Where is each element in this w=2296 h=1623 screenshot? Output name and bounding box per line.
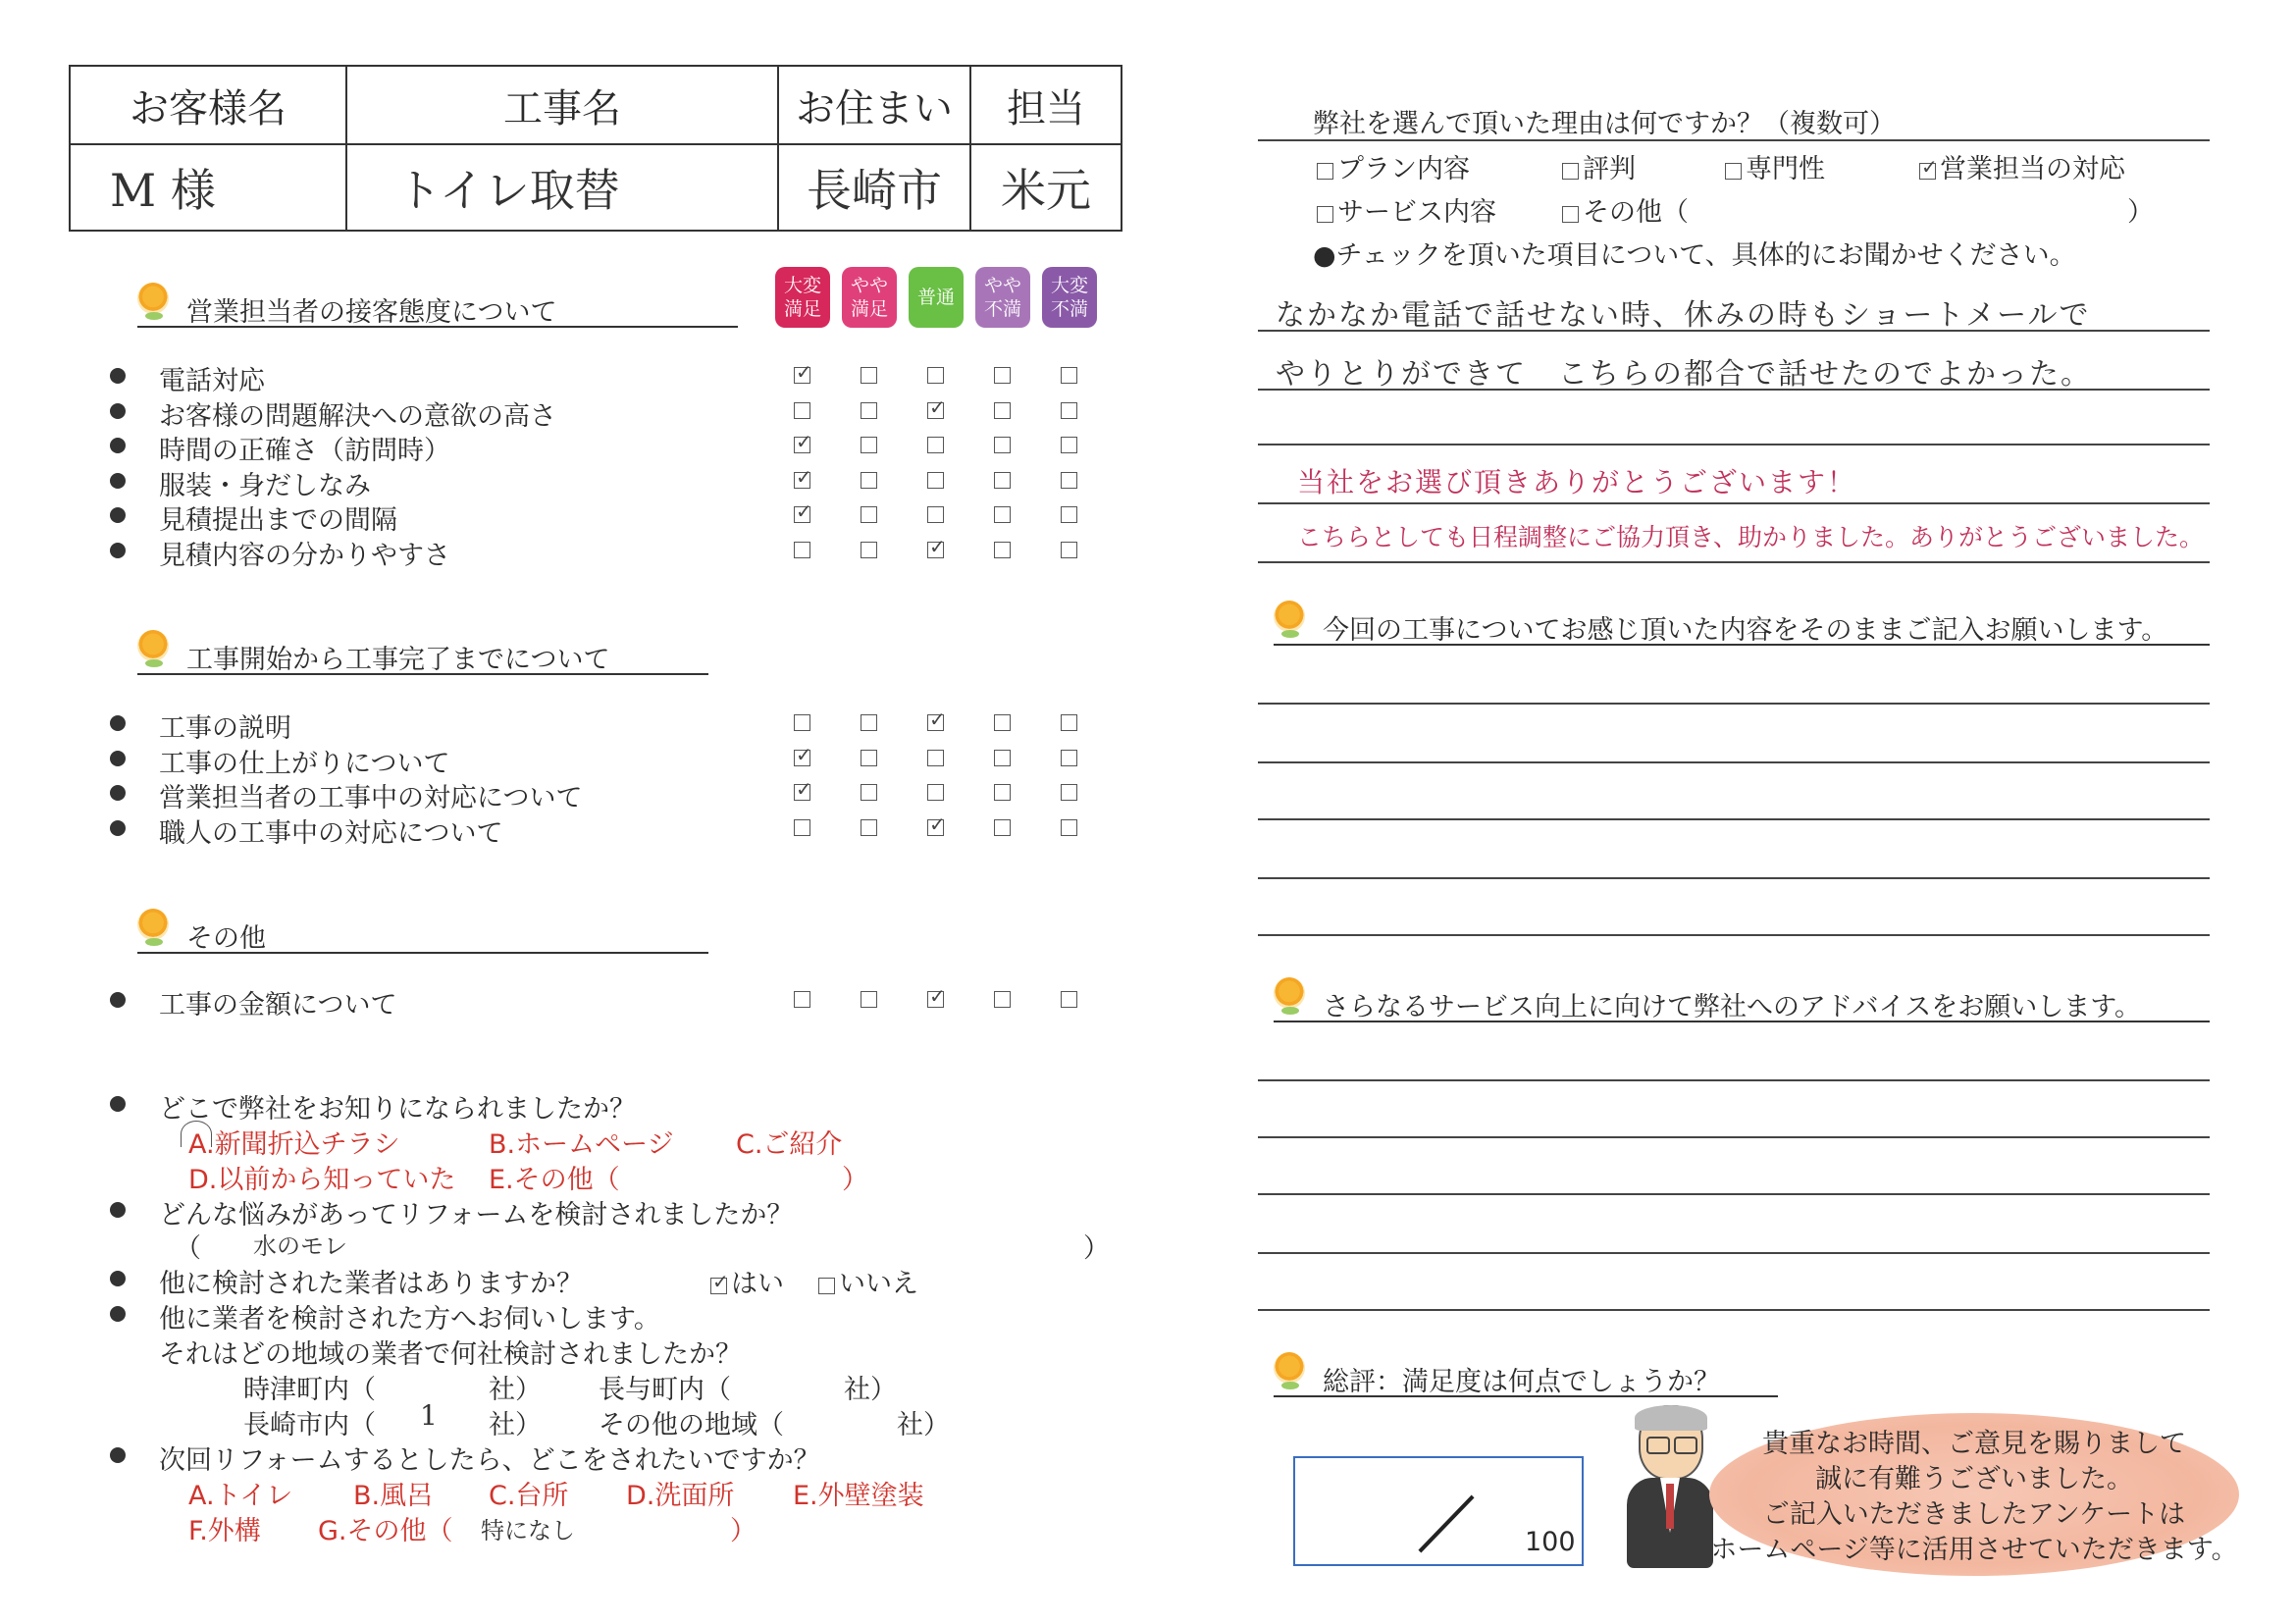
staff-cell: [971, 145, 1121, 230]
answer-line[interactable]: [1258, 1252, 2210, 1254]
flower-icon: [1274, 601, 1305, 632]
bullet-icon: [110, 543, 126, 558]
reason-other-checkbox[interactable]: [1562, 206, 1579, 223]
rating-checkbox[interactable]: [861, 819, 877, 836]
option-homepage[interactable]: [489, 1123, 674, 1161]
bullet-icon: [110, 751, 126, 766]
no-label: いいえ: [839, 1269, 918, 1299]
divider-line: [1258, 139, 2210, 141]
section-underline: [137, 673, 708, 675]
question-reason: 弊社を選んで頂いた理由は何ですか？（複数可）: [1313, 109, 1896, 139]
thanks-message: [1709, 1427, 2239, 1568]
flower-icon: [1274, 977, 1305, 1009]
area-nagasaki-answer[interactable]: 1: [420, 1399, 438, 1432]
bullet-icon: [110, 1447, 126, 1463]
rating-checkbox[interactable]: [861, 437, 877, 453]
rating-checkbox[interactable]: [1061, 750, 1077, 766]
rating-checkbox[interactable]: [927, 991, 944, 1008]
rating-question-label: 工事の仕上がりについて: [159, 748, 450, 779]
yes-label: はい: [731, 1269, 784, 1299]
question-worry-text: どんな悩みがあってリフォームを検討されましたか？: [159, 1200, 794, 1230]
rating-checkbox[interactable]: [861, 367, 877, 384]
reason-answer-line-2[interactable]: やりとりができて こちらの都合で話せたのでよかった。: [1276, 357, 2092, 392]
section-underline: [1274, 1021, 2210, 1022]
circle-mark: [181, 1121, 212, 1147]
reason-detail-question: ●チェックを頂いた項目について、具体的にお聞かせください。: [1313, 240, 2076, 271]
mascot-tie: [1666, 1484, 1674, 1529]
rating-checkbox[interactable]: [994, 437, 1011, 453]
rating-question-label: 職人の工事中の対応について: [159, 817, 503, 849]
section-advice-title: さらなるサービス向上に向けて弊社へのアドバイスをお願いします。: [1323, 992, 2142, 1022]
rating-checkbox[interactable]: [794, 402, 810, 419]
rating-checkbox[interactable]: [994, 472, 1011, 489]
customer-name-header-label: お客様名: [130, 85, 287, 131]
rating-checkbox[interactable]: [927, 819, 944, 836]
bullet-icon: [110, 992, 126, 1008]
rating-question-label: 服装・身だしなみ: [159, 470, 371, 501]
bullet-icon: [110, 715, 126, 731]
rating-neutral-badge: 普通: [909, 267, 964, 328]
score-slash: [1418, 1495, 1474, 1553]
bullet-icon: [110, 1202, 126, 1218]
area-nagasaki-count: 社）: [489, 1410, 542, 1440]
answer-line: [1258, 502, 2210, 504]
rating-checkbox[interactable]: [1061, 542, 1077, 558]
option-c-label: C.ご紹介: [736, 1129, 843, 1160]
reason-service-checkbox[interactable]: [1317, 206, 1333, 223]
reason-staff-label: 営業担当の対応: [1940, 154, 2125, 184]
area-nagasaki: 長崎市内（: [243, 1410, 376, 1440]
customer-info-table: [69, 65, 1122, 232]
rating-checkbox[interactable]: [861, 991, 877, 1008]
answer-line[interactable]: [1258, 703, 2210, 705]
bullet-icon: [110, 403, 126, 419]
rating-checkbox[interactable]: [794, 991, 810, 1008]
customer-name-cell: [71, 145, 347, 230]
company-reply-line-1: 当社をお選び頂きありがとうございます！: [1297, 466, 1857, 498]
reason-service-option[interactable]: [1317, 190, 1496, 229]
rating-question-label: 時間の正確さ（訪問時）: [159, 436, 450, 466]
option-e-close: ）: [842, 1165, 868, 1195]
next-other-answer[interactable]: 特になし: [481, 1517, 575, 1544]
area-tokitsu-count[interactable]: 社）: [489, 1375, 542, 1405]
rating-checkbox[interactable]: [794, 542, 810, 558]
rating-checkbox[interactable]: [861, 750, 877, 766]
section-underline: [1274, 644, 2210, 646]
section-staff-attitude-title: 営業担当者の接客態度について: [186, 297, 557, 328]
reason-other-close: ）: [2127, 197, 2154, 228]
worry-paren-open: （: [175, 1233, 201, 1264]
rating-checkbox[interactable]: [927, 402, 944, 419]
customer-name-value: M 様: [110, 164, 216, 217]
rating-question-label: 見積提出までの間隔: [159, 505, 397, 536]
answer-line[interactable]: [1258, 877, 2210, 879]
option-known-before[interactable]: [188, 1158, 455, 1196]
rating-checkbox[interactable]: [994, 784, 1011, 801]
answer-line[interactable]: [1258, 761, 2210, 763]
thanks-line-3: ご記入いただきましたアンケートは: [1762, 1499, 2186, 1530]
reason-staff-checkbox[interactable]: [1919, 163, 1936, 180]
rating-question-label: 工事の説明: [159, 713, 291, 744]
question-vendor-area-text: 他に業者を検討された方へお伺いします。: [159, 1304, 660, 1335]
rating-question-label: 電話対応: [159, 366, 265, 396]
yes-checkbox[interactable]: [710, 1278, 727, 1294]
staff-header: [971, 67, 1121, 143]
rating-checkbox[interactable]: [994, 402, 1011, 419]
question-other-vendor-text: 他に検討された業者はありますか？: [159, 1269, 583, 1299]
rating-checkbox[interactable]: [927, 472, 944, 489]
address-value: 長崎市: [807, 164, 942, 217]
rating-somewhat-dissatisfied-badge: やや 不満: [975, 267, 1030, 328]
rating-checkbox[interactable]: [794, 506, 810, 523]
work-name-header: [347, 67, 779, 143]
vendor-no-option[interactable]: [818, 1262, 918, 1300]
rating-checkbox[interactable]: [1061, 506, 1077, 523]
reason-other-option[interactable]: [1562, 190, 1689, 229]
rating-checkbox[interactable]: [861, 472, 877, 489]
rating-checkbox[interactable]: [994, 506, 1011, 523]
answer-line: [1258, 561, 2210, 563]
rating-checkbox[interactable]: [794, 437, 810, 453]
rating-checkbox[interactable]: [794, 367, 810, 384]
section-score-title: 総評：満足度は何点でしょうか？: [1323, 1367, 1720, 1397]
rating-checkbox[interactable]: [794, 784, 810, 801]
area-other: その他の地域（: [599, 1410, 784, 1440]
section-underline: [137, 952, 708, 954]
rating-checkbox[interactable]: [994, 367, 1011, 384]
rating-checkbox[interactable]: [1061, 367, 1077, 384]
answer-line[interactable]: [1258, 818, 2210, 820]
rating-checkbox[interactable]: [927, 367, 944, 384]
flower-icon: [137, 909, 169, 940]
bullet-icon: [110, 473, 126, 489]
rating-checkbox[interactable]: [994, 819, 1011, 836]
next-other-close: ）: [730, 1516, 757, 1546]
reason-other-label: その他（: [1583, 197, 1689, 228]
answer-line: [1258, 389, 2210, 391]
rating-checkbox[interactable]: [994, 542, 1011, 558]
staff-header-label: 担当: [1007, 85, 1085, 131]
reason-plan-checkbox[interactable]: [1317, 163, 1333, 180]
option-a-label: A.新聞折込チラシ: [188, 1129, 400, 1160]
area-other-count[interactable]: 社）: [897, 1410, 950, 1440]
next-option-exterior-paint[interactable]: E.外壁塗装: [793, 1481, 924, 1511]
rating-checkbox[interactable]: [794, 819, 810, 836]
next-option-toilet[interactable]: A.トイレ: [188, 1481, 293, 1511]
rating-question-label: お客様の問題解決への意欲の高さ: [159, 400, 556, 432]
glasses-icon: [1674, 1437, 1697, 1454]
no-checkbox[interactable]: [818, 1278, 835, 1294]
rating-checkbox[interactable]: [1061, 714, 1077, 731]
rating-checkbox[interactable]: [794, 472, 810, 489]
rating-question-label: 工事の金額について: [159, 990, 397, 1021]
bullet-icon: [110, 368, 126, 384]
rating-checkbox[interactable]: [927, 506, 944, 523]
worry-answer[interactable]: 水のモレ: [253, 1232, 347, 1260]
rating-checkbox[interactable]: [994, 991, 1011, 1008]
reason-expertise-label: 専門性: [1746, 154, 1825, 184]
section-work-process-title: 工事開始から工事完了までについて: [186, 645, 610, 675]
rating-checkbox[interactable]: [861, 714, 877, 731]
answer-line[interactable]: [1258, 1079, 2210, 1081]
answer-line[interactable]: [1258, 1136, 2210, 1138]
area-nagayo-count[interactable]: 社）: [844, 1375, 897, 1405]
option-d-label: D.以前から知っていた: [188, 1165, 456, 1195]
rating-checkbox[interactable]: [794, 750, 810, 766]
bullet-icon: [110, 820, 126, 836]
thanks-line-1: 貴重なお時間、ご意見を賜りまして: [1762, 1429, 2186, 1459]
option-b-label: B.ホームページ: [489, 1129, 674, 1160]
rating-checkbox[interactable]: [1061, 784, 1077, 801]
reason-reputation-label: 評判: [1583, 154, 1636, 184]
work-name-value: トイレ取替: [396, 164, 620, 217]
section-other-title: その他: [186, 923, 266, 954]
answer-line[interactable]: [1258, 934, 2210, 936]
rating-checkbox[interactable]: [1061, 437, 1077, 453]
rating-checkbox[interactable]: [994, 714, 1011, 731]
next-option-washroom[interactable]: D.洗面所: [626, 1481, 735, 1511]
rating-question-label: 見積内容の分かりやすさ: [159, 540, 450, 571]
work-name-cell: [347, 145, 779, 230]
vendor-yes-option[interactable]: [710, 1262, 784, 1300]
rating-checkbox[interactable]: [861, 402, 877, 419]
answer-line[interactable]: [1258, 1309, 2210, 1311]
score-max: 100: [1525, 1527, 1576, 1557]
reason-reputation-checkbox[interactable]: [1562, 163, 1579, 180]
mascot-hair: [1635, 1405, 1707, 1431]
rating-checkbox[interactable]: [1061, 991, 1077, 1008]
question-vendor-area-text-2: それはどの地域の業者で何社検討されましたか？: [159, 1339, 742, 1370]
rating-checkbox[interactable]: [1061, 402, 1077, 419]
section-underline: [137, 326, 738, 328]
company-reply-line-2: こちらとしても日程調整にご協力頂き、助かりました。ありがとうございました。: [1297, 523, 2205, 551]
flower-icon: [137, 630, 169, 661]
rating-question-label: 営業担当者の工事中の対応について: [159, 783, 583, 813]
section-impression-title: 今回の工事についてお感じ頂いた内容をそのままご記入お願いします。: [1323, 615, 2168, 646]
address-header-label: お住まい: [796, 85, 953, 131]
rating-checkbox[interactable]: [927, 437, 944, 453]
next-option-exterior[interactable]: F.外構: [188, 1516, 261, 1546]
reason-expertise-option[interactable]: [1725, 147, 1825, 185]
option-e-label: E.その他（: [489, 1165, 620, 1195]
reason-reputation-option[interactable]: [1562, 147, 1636, 185]
rating-somewhat-satisfied-badge: やや 満足: [842, 267, 897, 328]
area-tokitsu: 時津町内（: [243, 1375, 376, 1405]
rating-checkbox[interactable]: [927, 750, 944, 766]
answer-line: [1258, 444, 2210, 445]
staff-mascot-illustration: [1621, 1405, 1719, 1572]
next-option-bath[interactable]: B.風呂: [353, 1481, 434, 1511]
flower-icon: [137, 283, 169, 314]
rating-very-dissatisfied-badge: 大変 不満: [1042, 267, 1097, 328]
answer-line[interactable]: [1258, 1193, 2210, 1195]
thanks-line-2: 誠に有難うございました。: [1815, 1464, 2133, 1494]
reason-plan-option[interactable]: [1317, 147, 1470, 185]
rating-very-satisfied-badge: 大変 満足: [775, 267, 830, 328]
section-underline: [1274, 1395, 1778, 1397]
next-option-kitchen[interactable]: C.台所: [489, 1481, 569, 1511]
option-newspaper-flyer[interactable]: [188, 1123, 400, 1161]
rating-checkbox[interactable]: [861, 784, 877, 801]
bullet-icon: [110, 1271, 126, 1286]
rating-checkbox[interactable]: [994, 750, 1011, 766]
rating-checkbox[interactable]: [1061, 819, 1077, 836]
reason-plan-label: プラン内容: [1337, 154, 1470, 184]
rating-checkbox[interactable]: [794, 714, 810, 731]
rating-checkbox[interactable]: [861, 506, 877, 523]
reason-answer-line-1[interactable]: なかなか電話で話せない時、休みの時もショートメールで: [1276, 298, 2091, 333]
bullet-icon: [110, 785, 126, 801]
rating-checkbox[interactable]: [1061, 472, 1077, 489]
answer-line: [1258, 330, 2210, 332]
rating-checkbox[interactable]: [927, 784, 944, 801]
reason-service-label: サービス内容: [1337, 197, 1496, 228]
flower-icon: [1274, 1352, 1305, 1384]
address-header: [779, 67, 971, 143]
bullet-icon: [110, 507, 126, 523]
customer-name-header: [71, 67, 347, 143]
staff-value: 米元: [1001, 164, 1091, 217]
rating-checkbox[interactable]: [927, 542, 944, 558]
address-cell: [779, 145, 971, 230]
bullet-icon: [110, 438, 126, 453]
option-other[interactable]: [489, 1158, 620, 1196]
reason-expertise-checkbox[interactable]: [1725, 163, 1742, 180]
area-nagayo: 長与町内（: [599, 1375, 731, 1405]
question-where-known-text: どこで弊社をお知りになられましたか？: [159, 1094, 636, 1125]
question-next-reform-text: 次回リフォームするとしたら、どこをされたいですか？: [159, 1445, 820, 1476]
worry-paren-close: ）: [1083, 1233, 1110, 1264]
work-name-header-label: 工事名: [503, 85, 621, 131]
bullet-icon: [110, 1096, 126, 1112]
thanks-line-4: ホームページ等に活用させていただきます。: [1710, 1535, 2238, 1565]
reason-staff-option[interactable]: [1919, 147, 2125, 185]
rating-checkbox[interactable]: [927, 714, 944, 731]
glasses-icon: [1646, 1437, 1670, 1454]
option-referral[interactable]: [736, 1123, 842, 1161]
next-option-other[interactable]: G.その他（: [318, 1516, 453, 1546]
score-box[interactable]: [1293, 1456, 1584, 1566]
rating-checkbox[interactable]: [861, 542, 877, 558]
bullet-icon: [110, 1306, 126, 1322]
